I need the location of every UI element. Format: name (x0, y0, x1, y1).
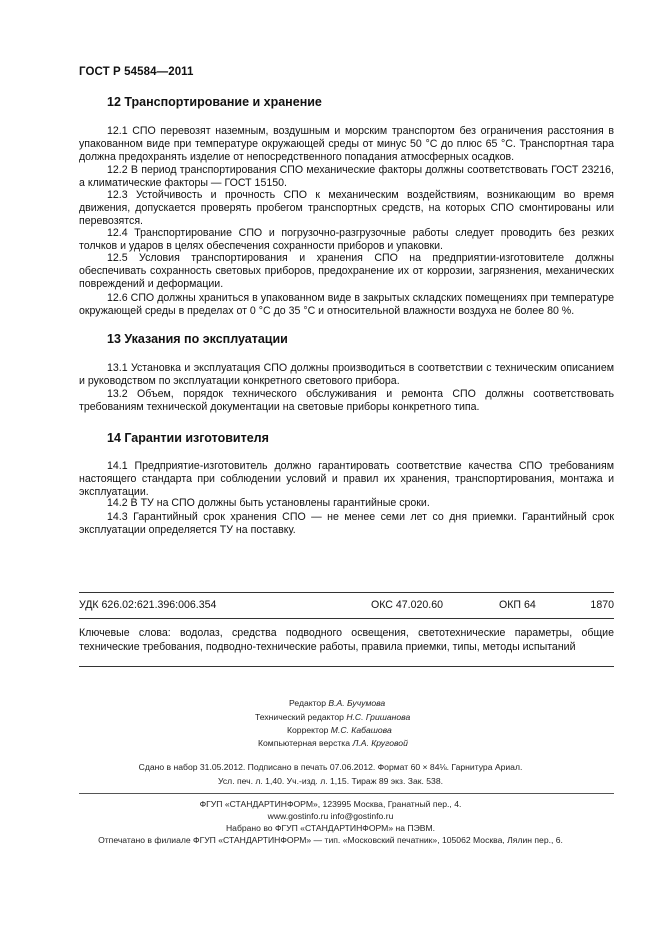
corrector-label: Корректор (287, 725, 329, 735)
printed-info: Отпечатано в филиале ФГУП «СТАНДАРТИНФОРМ» — тип. «Московский печатник», 105062 Москва, Лялин пер., 6. (98, 835, 563, 845)
print-details-1: Сдано в набор 31.05.2012. Подписано в печать 07.06.2012. Формат 60 × 84⅛. Гарнитура Ариал. (138, 762, 523, 772)
tech-editor-line (255, 712, 410, 722)
corrector-line (287, 725, 392, 735)
paragraph-12-5: 12.5 Условия транспортирования и хранения СПО на предприятии-изготовителе должны обеспечивать сохранность световых приборов, предохранение их от коррозии, загрязнения, механических повреждений и деформации. (79, 252, 614, 291)
tech-editor-name: Н.С. Гришанова (346, 712, 411, 722)
editor-name: В.А. Бучумова (328, 698, 386, 708)
standard-number: ГОСТ Р 54584—2011 (79, 66, 194, 78)
divider-imprint (79, 793, 614, 794)
tech-editor-label: Технический редактор (255, 712, 344, 722)
paragraph-12-2: 12.2 В период транспортирования СПО механические факторы должны соответствовать ГОСТ 23216, а климатические факторы — ГОСТ 15150. (79, 164, 614, 190)
publisher-web: www.gostinfo.ru info@gostinfo.ru (267, 811, 394, 821)
editor-line (289, 698, 385, 708)
paragraph-12-6: 12.6 СПО должны храниться в упакованном виде в закрытых складских помещениях при температуре окружающей среды в пределах от 0 °С до 35 °С и относительной влажности воздуха не более 80 %. (79, 292, 614, 318)
udk-code: УДК 626.02:621.396:006.354 (79, 599, 217, 611)
paragraph-12-3: 12.3 Устойчивость и прочность СПО к механическим воздействиям, возникающим во время движения, допускается проверять пробегом транспортных средств, на которых СПО смонтированы или перевозятся. (79, 189, 614, 228)
section-14-title: 14 Гарантии изготовителя (107, 431, 269, 445)
print-details-2: Усл. печ. л. 1,40. Уч.-изд. л. 1,15. Тираж 89 экз. Зак. 538. (218, 776, 443, 786)
paragraph-14-1: 14.1 Предприятие-изготовитель должно гарантировать соответствие качества СПО требованиям настоящего стандарта при соблюдении условий и правил их хранения, транспортирования, монтажа и эксплуатации. (79, 460, 614, 499)
oks-code: ОКС 47.020.60 (371, 599, 444, 611)
okp-code: ОКП 64 (499, 599, 536, 611)
section-13-title: 13 Указания по эксплуатации (107, 332, 288, 346)
layout-name: Л.А. Круговой (352, 738, 408, 748)
paragraph-14-3: 14.3 Гарантийный срок хранения СПО — не менее семи лет со дня приемки. Гарантийный срок эксплуатации определяется ТУ на поставку. (79, 511, 614, 537)
divider-middle (79, 618, 614, 619)
divider-bottom (79, 666, 614, 667)
paragraph-13-2: 13.2 Объем, порядок технического обслуживания и ремонта СПО должны соответствовать требованиям технической документации на световые приборы конкретного типа. (79, 388, 614, 414)
layout-label: Компьютерная верстка (258, 738, 351, 748)
paragraph-12-4: 12.4 Транспортирование СПО и погрузочно-разгрузочные работы следует проводить без резких толчков и ударов в целях обеспечения сохранности приборов и упаковки. (79, 227, 614, 253)
paragraph-12-1: 12.1 СПО перевозят наземным, воздушным и морским транспортом без ограничения расстояния в упакованном виде при температуре окружающей среды от минус 50 °С до плюс 65 °С. Транспортная тара должна предохранять изделие от непосредственного попадания атмосферных осадков. (79, 125, 614, 164)
corrector-name: М.С. Кабашова (330, 725, 392, 735)
okp-number: 1870 (590, 599, 614, 611)
divider-top (79, 592, 614, 593)
editor-label: Редактор (289, 698, 326, 708)
keywords: Ключевые слова: водолаз, средства подводного освещения, светотехнические параметры, общие технические требования, подводно-технические работы, правила приемки, типы, методы испытаний (79, 627, 614, 653)
classification-row (79, 599, 614, 613)
typeset-info: Набрано во ФГУП «СТАНДАРТИНФОРМ» на ПЭВМ. (225, 823, 436, 833)
publisher-address: ФГУП «СТАНДАРТИНФОРМ», 123995 Москва, Гранатный пер., 4. (199, 799, 462, 809)
paragraph-13-1: 13.1 Установка и эксплуатация СПО должны производиться в соответствии с техническим описанием и руководством по эксплуатации конкретного светового прибора. (79, 362, 614, 388)
layout-line (258, 738, 408, 748)
paragraph-14-2: 14.2 В ТУ на СПО должны быть установлены гарантийные сроки. (107, 497, 430, 509)
section-12-title: 12 Транспортирование и хранение (107, 95, 322, 109)
